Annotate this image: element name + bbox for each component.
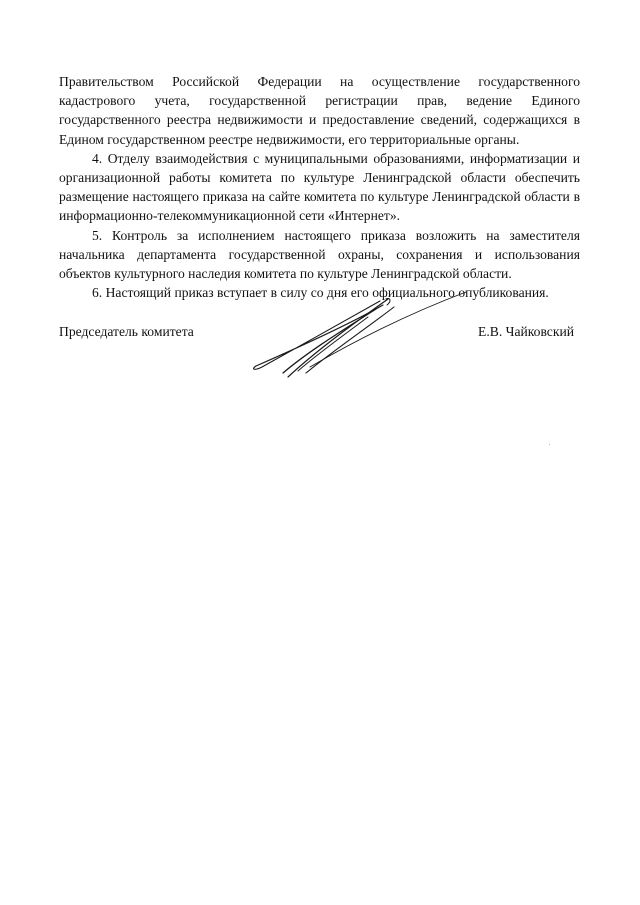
signer-position-title: Председатель комитета <box>59 324 194 339</box>
signer-name: Е.В. Чайковский <box>478 324 574 339</box>
paragraph-item-6: 6. Настоящий приказ вступает в силу со дня его официального опубликования. <box>92 285 549 301</box>
paragraph-continuation: Правительством Российской Федерации на осуществление государственного кадастрового учета, государственной регистрации прав, ведение Единого государственного реестра недвижимости и предоставление сведений, содержащихся в Едином государственном реестре недвижимости, его территориальные органы. <box>59 74 580 147</box>
paragraph-item-5: 5. Контроль за исполнением настоящего приказа возложить на заместителя начальника департамента государственной охраны, сохранения и использования объектов культурного наследия комитета по культуре Ленинградской области. <box>59 227 580 282</box>
scan-speck <box>549 444 550 445</box>
handwritten-signature <box>248 287 473 382</box>
paragraph-item-4: 4. Отделу взаимодействия с муниципальными образованиями, информатизации и организационной работы комитета по культуре Ленинградской области обеспечить размещение настоящего приказа на сайте комитета по культуре Ленинградской области в информационно-телекоммуникационной сети «Интернет». <box>59 150 580 224</box>
document-body <box>59 72 580 302</box>
